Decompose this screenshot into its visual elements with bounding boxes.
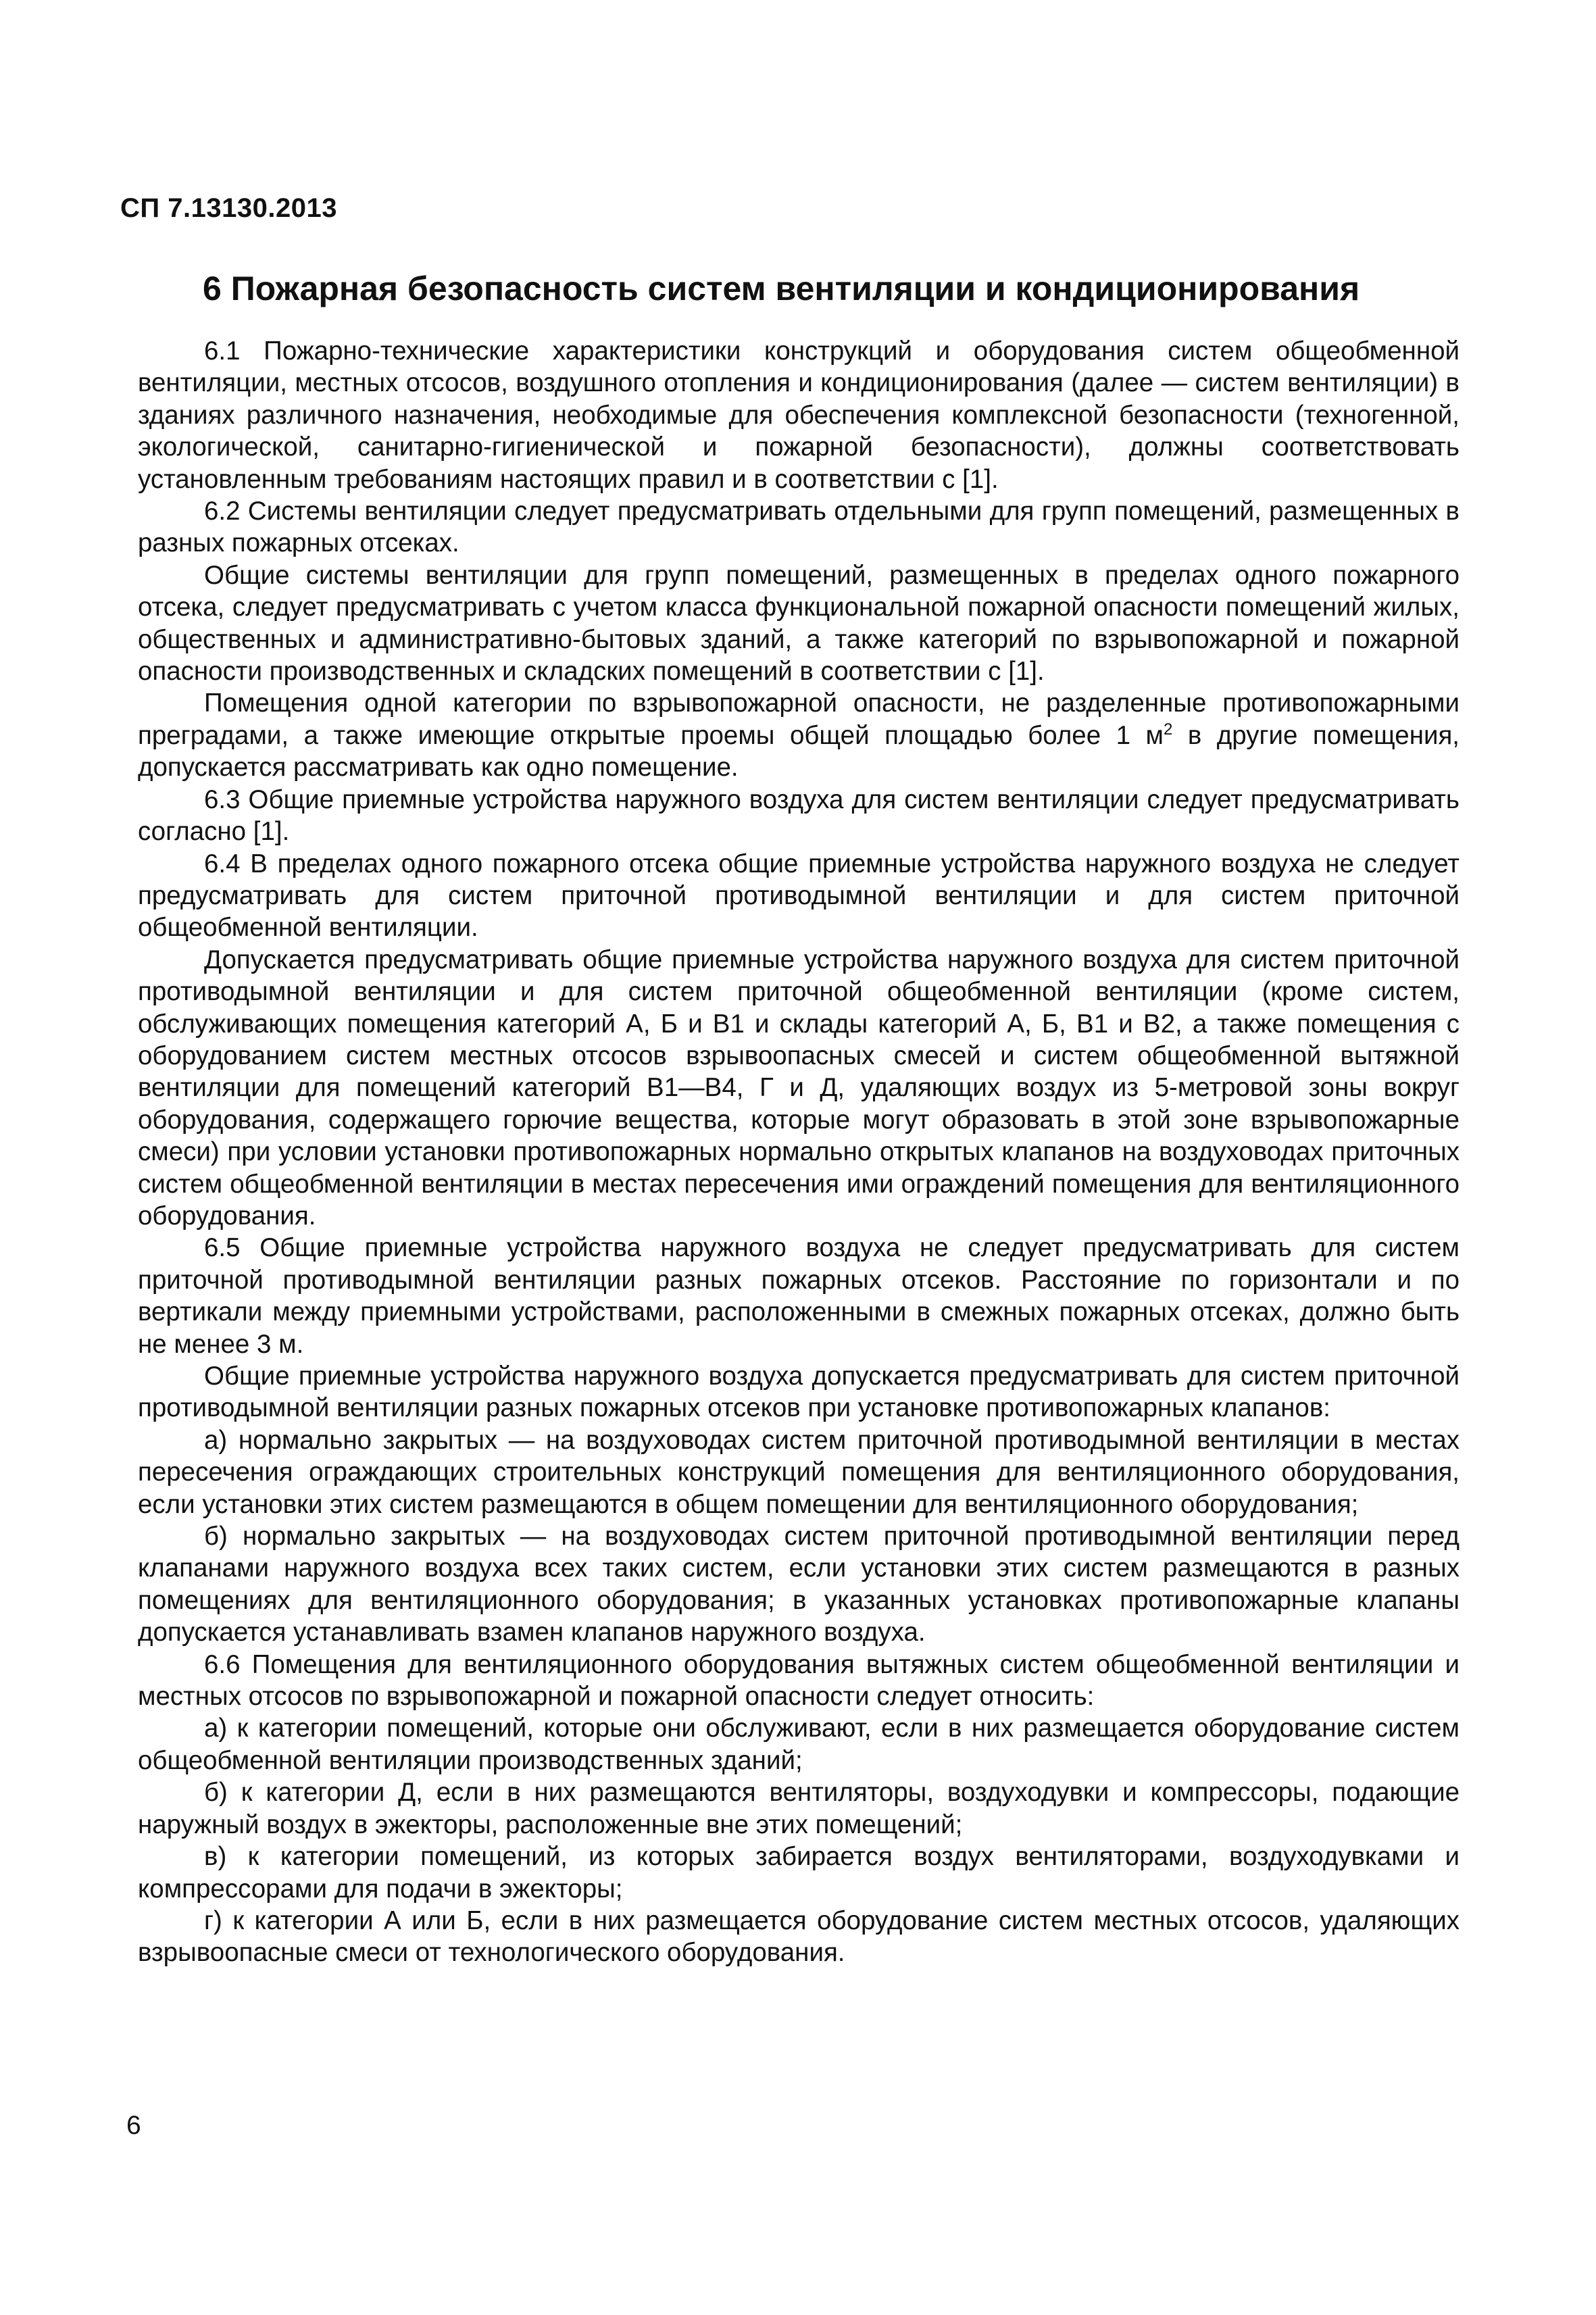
list-item-v-category: в) к категории помещений, из которых забирается воздух вентиляторами, воздуходувками и компрессорами для подачи в эжекторы; xyxy=(138,1842,1460,1903)
paragraph-allowed-common-devices: Допускается предусматривать общие приемные устройства наружного воздуха для систем приточной противодымной вентиляции и для систем приточной общеобменной вентиляции (кроме систем, обслуживающих помещения категорий А, Б и В1 и склады категорий А, Б, В1 и В2, а также помещения с оборудованием систем местных отсосов взрывоопасных смесей и систем общеобменной вытяжной вентиляции для помещений категорий В1—В4, Г и Д, удаляющих воздух из 5-метровой зоны вокруг оборудования, содержащего горючие вещества, которые могут образовать в этой зоне взрывопожарные смеси) при условии установки противопожарных нормально открытых клапанов на воздуховодах приточных систем общеобменной вентиляции в местах пересечения ими ограждений помещения для вентиляционного оборудования. xyxy=(138,945,1460,1230)
page-number: 6 xyxy=(126,2111,141,2140)
section-title: 6 Пожарная безопасность систем вентиляции и кондиционирования xyxy=(203,270,1360,307)
paragraph-6-5: 6.5 Общие приемные устройства наружного воздуха не следует предусматривать для систем приточной противодымной вентиляции разных пожарных отсеков. Расстояние по горизонтали и по вертикали между приемными устройствами, расположенными в смежных пожарных отсеках, должно быть не менее 3 м. xyxy=(138,1233,1460,1359)
paragraph-6-4: 6.4 В пределах одного пожарного отсека общие приемные устройства наружного воздуха не следует предусматривать для систем приточной противодымной вентиляции и для систем приточной общеобменной вентиляции. xyxy=(138,849,1460,943)
section-body xyxy=(138,335,1460,1969)
list-item-b-category-d: б) к категории Д, если в них размещаются вентиляторы, воздуходувки и компрессоры, подающие наружный воздух в эжекторы, расположенные вне этих помещений; xyxy=(138,1778,1460,1839)
document-code: СП 7.13130.2013 xyxy=(120,193,337,223)
paragraph-rooms-one-category xyxy=(138,687,1460,783)
paragraph-6-1: 6.1 Пожарно-технические характеристики конструкций и оборудования систем общеобменной вентиляции, местных отсосов, воздушного отопления и кондиционирования (далее — систем вентиляции) в зданиях различного назначения, необходимые для обеспечения комплексной безопасности (техногенной, экологической, санитарно-гигиенической и пожарной безопасности), должны соответствовать установленным требованиям настоящих правил и в соответствии с [1]. xyxy=(138,337,1460,494)
paragraph-text-before: Помещения одной категории по взрывопожарной опасности, не разделенные противопожарными преградами, а также имеющие открытые проемы общей площадью более 1 м xyxy=(138,689,1460,750)
paragraph-common-devices-valves: Общие приемные устройства наружного воздуха допускается предусматривать для систем приточной противодымной вентиляции разных пожарных отсеков при установке противопожарных клапанов: xyxy=(138,1362,1460,1423)
list-item-a-category: а) к категории помещений, которые они обслуживают, если в них размещается оборудование систем общеобменной вентиляции производственных зданий; xyxy=(138,1714,1460,1775)
list-item-b-normally-closed: б) нормально закрытых — на воздуховодах систем приточной противодымной вентиляции перед клапанами наружного воздуха всех таких систем, если установки этих систем размещаются в разных помещениях для вентиляционного оборудования; в указанных установках противопожарные клапаны допускается устанавливать взамен клапанов наружного воздуха. xyxy=(138,1522,1460,1647)
paragraph-text-after: в другие помещения, допускается рассматривать как одно помещение. xyxy=(138,720,1460,782)
paragraph-6-3: 6.3 Общие приемные устройства наружного воздуха для систем вентиляции следует предусматривать согласно [1]. xyxy=(138,785,1460,847)
list-item-g-category-a-b: г) к категории А или Б, если в них размещается оборудование систем местных отсосов, удаляющих взрывоопасные смеси от технологического оборудования. xyxy=(138,1906,1460,1968)
superscript-2: 2 xyxy=(1163,720,1173,739)
paragraph-6-6: 6.6 Помещения для вентиляционного оборудования вытяжных систем общеобменной вентиляции и местных отсосов по взрывопожарной и пожарной опасности следует относить: xyxy=(138,1649,1460,1712)
list-item-a-normally-closed: а) нормально закрытых — на воздуховодах систем приточной противодымной вентиляции в местах пересечения ограждающих строительных конструкций помещения для вентиляционного оборудования, если установки этих систем размещаются в общем помещении для вентиляционного оборудования; xyxy=(138,1425,1460,1519)
paragraph-6-2: 6.2 Системы вентиляции следует предусматривать отдельными для групп помещений, размещенных в разных пожарных отсеках. xyxy=(138,497,1460,558)
paragraph-common-systems: Общие системы вентиляции для групп помещений, размещенных в пределах одного пожарного отсека, следует предусматривать с учетом класса функциональной пожарной опасности помещений жилых, общественных и административно-бытовых зданий, а также категорий по взрывопожарной и пожарной опасности производственных и складских помещений в соответствии с [1]. xyxy=(138,560,1460,687)
